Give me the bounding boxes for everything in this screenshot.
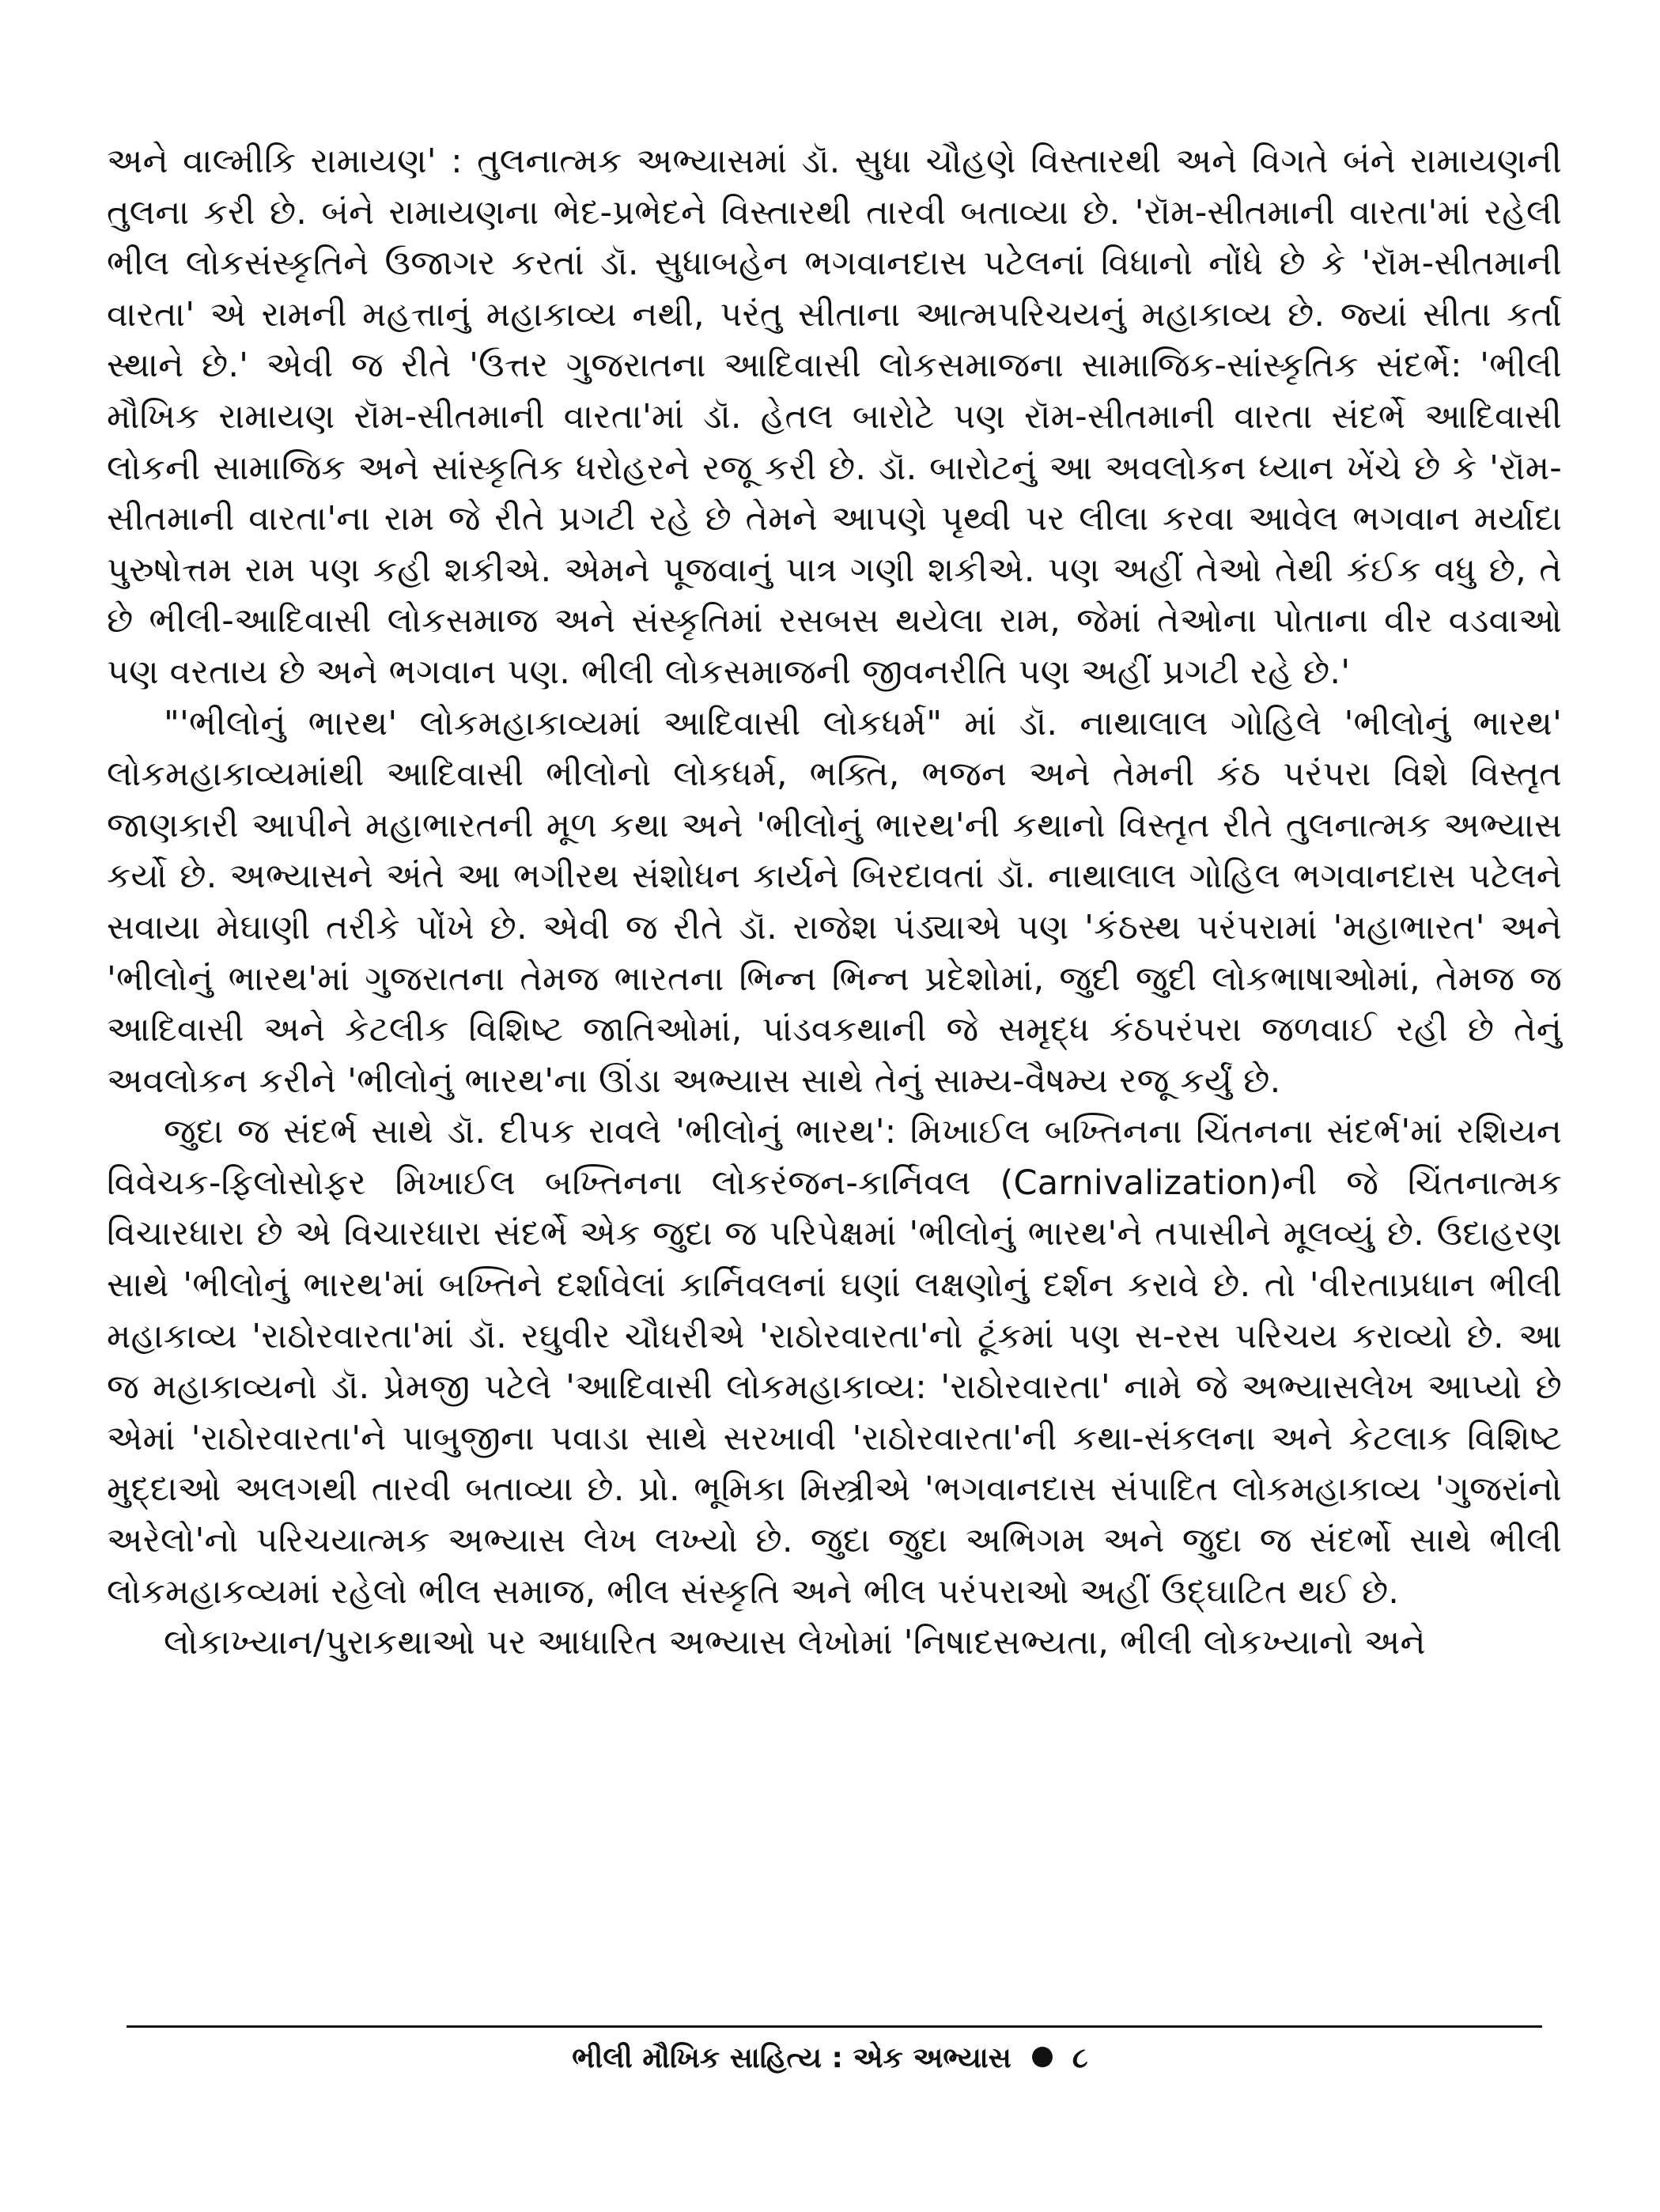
page-footer	[0, 2039, 1660, 2078]
body-text	[107, 136, 1562, 1669]
paragraph-ramayana-studies: અને વાલ્મીકિ રામાયણ' : તુલનાત્મક અભ્યાસમાં ડૉ. સુધા ચૌહણે વિસ્તારથી અને વિગતે બંને રામાયણની તુલના કરી છે. બંને રામાયણના ભેદ-પ્રભેદને વિસ્તારથી તારવી બતાવ્યા છે. 'રૉમ-સીતમાની વારતા'માં રહેલી ભીલ લોકસંસ્કૃતિને ઉજાગર કરતાં ડૉ. સુધાબહેન ભગવાનદાસ પટેલનાં વિધાનો નોંધે છે કે 'રૉમ-સીતમાની વારતા' એ રામની મહત્તાનું મહાકાવ્ય નથી, પરંતુ સીતાના આત્મપરિચયનું મહાકાવ્ય છે. જ્યાં સીતા કર્તા સ્થાને છે.' એવી જ રીતે 'ઉત્તર ગુજરાતના આદિવાસી લોકસમાજના સામાજિક-સાંસ્કૃતિક સંદર્ભે: 'ભીલી મૌખિક રામાયણ રૉમ-સીતમાની વારતા'માં ડૉ. હેતલ બારોટે પણ રૉમ-સીતમાની વારતા સંદર્ભે આદિવાસી લોકની સામાજિક અને સાંસ્કૃતિક ધરોહરને રજૂ કરી છે. ડૉ. બારોટનું આ અવલોકન ધ્યાન ખેંચે છે કે 'રૉમ-સીતમાની વારતા'ના રામ જે રીતે પ્રગટી રહે છે તેમને આપણે પૃથ્વી પર લીલા કરવા આવેલ ભગવાન મર્યાદા પુરુષોત્તમ રામ પણ કહી શકીએ. એમને પૂજવાનું પાત્ર ગણી શકીએ. પણ અહીં તેઓ તેથી કંઈક વધુ છે, તે છે ભીલી-આદિવાસી લોકસમાજ અને સંસ્કૃતિમાં રસબસ થયેલા રામ, જેમાં તેઓના પોતાના વીર વડવાઓ પણ વરતાય છે અને ભગવાન પણ. ભીલી લોકસમાજની જીવનરીતિ પણ અહીં પ્રગટી રહે છે.'	[107, 142, 1562, 692]
paragraph-bakhtin-rathorvarta: જુદા જ સંદર્ભ સાથે ડૉ. દીપક રાવલે 'ભીલોનું ભારથ': મિખાઈલ બખ્તિનના ચિંતનના સંદર્ભ'માં રશિયન વિવેચક-ફિલોસોફર મિખાઈલ બખ્તિનના લોકરંજન-કાર્નિવલ (Carnivalization)ની જે ચિંતનાત્મક વિચારધારા છે એ વિચારધારા સંદર્ભે એક જુદા જ પરિપેક્ષમાં 'ભીલોનું ભારથ'ને તપાસીને મૂલવ્યું છે. ઉદાહરણ સાથે 'ભીલોનું ભારથ'માં બખ્તિને દર્શાવેલાં કાર્નિવલનાં ઘણાં લક્ષણોનું દર્શન કરાવે છે. તો 'વીરતાપ્રધાન ભીલી મહાકાવ્ય 'રાઠોરવારતા'માં ડૉ. રઘુવીર ચૌધરીએ 'રાઠોરવારતા'નો ટૂંકમાં પણ સ-રસ પરિચય કરાવ્યો છે. આ જ મહાકાવ્યનો ડૉ. પ્રેમજી પટેલે 'આદિવાસી લોકમહાકાવ્ય: 'રાઠોરવારતા' નામે જે અભ્યાસલેખ આપ્યો છે એમાં 'રાઠોરવારતા'ને પાબુજીના પવાડા સાથે સરખાવી 'રાઠોરવારતા'ની કથા-સંકલના અને કેટલાક વિશિષ્ટ મુદ્દાઓ અલગથી તારવી બતાવ્યા છે. પ્રો. ભૂમિકા મિસ્ત્રીએ 'ભગવાનદાસ સંપાદિત લોકમહાકાવ્ય 'ગુજરાંનો અરેલો'નો પરિચયાત્મક અભ્યાસ લેખ લખ્યો છે. જુદા જુદા અભિગમ અને જુદા જ સંદર્ભો સાથે ભીલી લોકમહાકવ્યમાં રહેલો ભીલ સમાજ, ભીલ સંસ્કૃતિ અને ભીલ પરંપરાઓ અહીં ઉદ્ઘાટિત થઈ છે.	[107, 1112, 1562, 1612]
page-number: ૮	[1072, 2042, 1088, 2074]
bullet-icon	[1032, 2047, 1053, 2067]
footer-book-title: ભીલી મૌખિક સાહિત્ય : એક અભ્યાસ	[572, 2042, 1012, 2074]
footer-divider	[127, 2025, 1542, 2028]
paragraph-bhilonu-bharath: "'ભીલોનું ભારથ' લોકમહાકાવ્યમાં આદિવાસી લોકધર્મ" માં ડૉ. નાથાલાલ ગોહિલે 'ભીલોનું ભારથ' લોકમહાકાવ્યમાંથી આદિવાસી ભીલોનો લોકધર્મ, ભક્તિ, ભજન અને તેમની કંઠ પરંપરા વિશે વિસ્તૃત જાણકારી આપીને મહાભારતની મૂળ કથા અને 'ભીલોનું ભારથ'ની કથાનો વિસ્તૃત રીતે તુલનાત્મક અભ્યાસ કર્યો છે. અભ્યાસને અંતે આ ભગીરથ સંશોધન કાર્યને બિરદાવતાં ડૉ. નાથાલાલ ગોહિલ ભગવાનદાસ પટેલને સવાયા મેઘાણી તરીકે પોંખે છે. એવી જ રીતે ડૉ. રાજેશ પંડ્યાએ પણ 'કંઠસ્થ પરંપરામાં 'મહાભારત' અને 'ભીલોનું ભારથ'માં ગુજરાતના તેમજ ભારતના ભિન્ન ભિન્ન પ્રદેશોમાં, જુદી જુદી લોકભાષાઓમાં, તેમજ જ આદિવાસી અને કેટલીક વિશિષ્ટ જાતિઓમાં, પાંડવકથાની જે સમૃદ્ધ કંઠપરંપરા જળવાઈ રહી છે તેનું અવલોકન કરીને 'ભીલોનું ભારથ'ના ઊંડા અભ્યાસ સાથે તેનું સામ્ય-વૈષમ્ય રજૂ કર્યું છે.	[107, 703, 1562, 1101]
paragraph-lokakhyan: લોકાખ્યાન/પુરાકથાઓ પર આધારિત અભ્યાસ લેખોમાં 'નિષાદસભ્યતા, ભીલી લોકખ્યાનો અને	[164, 1623, 1426, 1663]
